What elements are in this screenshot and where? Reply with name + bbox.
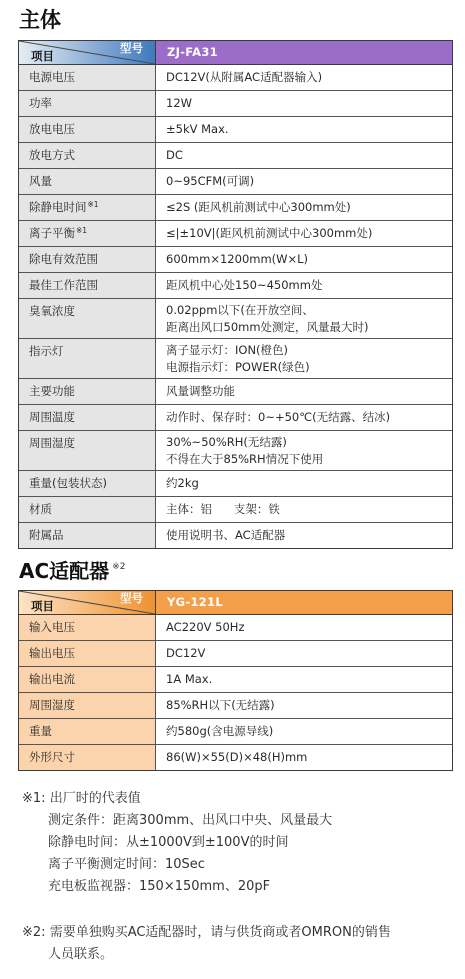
footnote-item: [22, 922, 452, 966]
spec-row: [19, 497, 452, 523]
spec-label: 重量: [29, 724, 52, 738]
spec-row: [19, 143, 452, 169]
spec-label: 输出电流: [29, 672, 75, 686]
spec-value: 86(W)×55(D)×48(H)mm: [166, 750, 308, 764]
spec-row: [19, 615, 452, 641]
spec-value-cell: [156, 523, 452, 548]
spec-value-cell: [156, 471, 452, 496]
spec-value: 距风机中心处150~450mm处: [166, 278, 323, 292]
footnote-detail: 离子平衡测定时间：10Sec: [48, 857, 205, 872]
spec-value: 600mm×1200mm(W×L): [166, 252, 309, 266]
spec-label: 重量(包装状态): [29, 476, 107, 490]
spec-value: ±5kV Max.: [166, 122, 229, 136]
spec-label: 输入电压: [29, 620, 75, 634]
spec-label: 最佳工作范围: [29, 278, 98, 292]
spec-label: 放电电压: [29, 122, 75, 136]
spec-value-cell: [156, 221, 452, 246]
spec-row: [19, 91, 452, 117]
table-body: [19, 615, 452, 770]
spec-value: 约2kg: [166, 476, 199, 490]
spec-value-cell: [156, 117, 452, 142]
spec-value: DC12V: [166, 646, 206, 660]
footnote-mark: ※1: [87, 200, 99, 209]
spec-value: DC: [166, 148, 183, 162]
spec-value: 动作时、保存时：0~+50℃(无结露、结冰): [166, 410, 391, 424]
spec-row: [19, 299, 452, 339]
spec-value: 离子显示灯：ION(橙色): [166, 343, 289, 357]
spec-row: [19, 247, 452, 273]
spec-label: 除电有效范围: [29, 252, 98, 266]
spec-row: [19, 405, 452, 431]
spec-row: [19, 273, 452, 299]
spec-value: 使用说明书、AC适配器: [166, 528, 286, 542]
spec-label: 指示灯: [29, 344, 64, 358]
spec-value: ≤|±10V|(距风机前测试中心300mm处): [166, 226, 373, 240]
spec-value-cell: [156, 273, 452, 298]
header-item-label: 项目: [31, 49, 54, 63]
spec-label: 材质: [29, 502, 52, 516]
spec-value-cell: [156, 339, 452, 378]
spec-label-cell: [19, 195, 156, 220]
spec-label-cell: [19, 339, 156, 378]
table-header-row: [19, 591, 452, 615]
spec-row: [19, 471, 452, 497]
spec-value: 距离出风口50mm处测定，风量最大时): [166, 320, 369, 334]
spec-label-cell: [19, 221, 156, 246]
spec-value-cell: [156, 405, 452, 430]
spec-value-cell: [156, 169, 452, 194]
spec-value-cell: [156, 299, 452, 338]
footnotes: [22, 788, 452, 966]
spec-label: 周围湿度: [29, 436, 75, 450]
spec-row: [19, 523, 452, 548]
spec-label-cell: [19, 117, 156, 142]
spec-label-cell: [19, 497, 156, 522]
spec-label-cell: [19, 667, 156, 692]
spec-value: AC220V 50Hz: [166, 620, 245, 634]
adapter-title-text: AC适配器: [19, 559, 110, 583]
header-corner-cell: [19, 591, 156, 614]
spec-row: [19, 641, 452, 667]
spec-value-cell: [156, 247, 452, 272]
spec-value-cell: [156, 195, 452, 220]
spec-label: 输出电压: [29, 646, 75, 660]
footnote-item: [22, 788, 452, 898]
spec-label: 电源电压: [29, 70, 75, 84]
spec-value: 30%~50%RH(无结露): [166, 435, 287, 449]
spec-value-cell: [156, 497, 452, 522]
spec-label-cell: [19, 745, 156, 770]
main-spec-table: [18, 40, 453, 549]
spec-value-cell: [156, 641, 452, 666]
spec-label: 除静电时间: [29, 200, 87, 214]
footnote-detail: 充电板监视器：150×150mm、20pF: [48, 879, 271, 894]
spec-label: 离子平衡: [29, 226, 75, 240]
spec-row: [19, 117, 452, 143]
spec-label-cell: [19, 523, 156, 548]
footnote-heading: [22, 788, 452, 810]
footnote-text: 需要单独购买AC适配器时，请与供货商或者OMRON的销售: [49, 925, 391, 940]
main-section-title: 主体: [19, 8, 61, 32]
spec-label: 放电方式: [29, 148, 75, 162]
spec-value-cell: [156, 693, 452, 718]
spec-label-cell: [19, 143, 156, 168]
spec-row: [19, 169, 452, 195]
spec-row: [19, 431, 452, 471]
spec-value-cell: [156, 431, 452, 470]
header-model-label: 型号: [120, 41, 143, 55]
spec-value-cell: [156, 143, 452, 168]
spec-row: [19, 65, 452, 91]
spec-value: 1A Max.: [166, 672, 213, 686]
spec-value: DC12V(从附属AC适配器输入): [166, 70, 323, 84]
spec-value-cell: [156, 667, 452, 692]
spec-label-cell: [19, 65, 156, 90]
spec-row: [19, 339, 452, 379]
adapter-section-title: [19, 558, 125, 584]
footnote-detail: 除静电时间：从±1000V到±100V的时间: [48, 835, 289, 850]
spec-row: [19, 693, 452, 719]
spec-label-cell: [19, 91, 156, 116]
spec-row: [19, 379, 452, 405]
spec-value: ≤2S (距风机前测试中心300mm处): [166, 200, 351, 214]
spec-value-cell: [156, 745, 452, 770]
spec-row: [19, 745, 452, 770]
spec-label: 臭氧浓度: [29, 304, 75, 318]
spec-value: 主体：铝 支架：铁: [166, 502, 280, 516]
spec-value: 0.02ppm以下(在开放空间、: [166, 303, 314, 317]
header-model-label: 型号: [120, 591, 143, 605]
table-header-row: [19, 41, 452, 65]
spec-value-cell: [156, 615, 452, 640]
spec-value: 85%RH以下(无结露): [166, 698, 275, 712]
spec-label: 周围温度: [29, 410, 75, 424]
spec-label-cell: [19, 379, 156, 404]
footnote-detail: 人员联系。: [48, 947, 114, 962]
table-body: [19, 65, 452, 548]
footnote-heading: [22, 922, 452, 944]
spec-value: 风量调整功能: [166, 384, 235, 398]
footnote-mark: ※1:: [22, 791, 46, 806]
spec-label: 主要功能: [29, 384, 75, 398]
spec-label-cell: [19, 615, 156, 640]
spec-label-cell: [19, 693, 156, 718]
adapter-spec-table: [18, 590, 453, 771]
header-model-value: ZJ-FA31: [156, 41, 452, 64]
spec-row: [19, 719, 452, 745]
spec-label: 功率: [29, 96, 52, 110]
footnote-mark: ※2: [112, 562, 126, 572]
spec-value-cell: [156, 379, 452, 404]
header-corner-cell: [19, 41, 156, 64]
spec-label-cell: [19, 273, 156, 298]
spec-row: [19, 221, 452, 247]
spec-value: 不得在大于85%RH情况下使用: [166, 452, 324, 466]
header-item-label: 项目: [31, 599, 54, 613]
spec-value-cell: [156, 65, 452, 90]
spec-label-cell: [19, 431, 156, 470]
footnote-mark: ※1: [76, 226, 88, 235]
footnote-detail: 测定条件：距离300mm、出风口中央、风量最大: [48, 813, 333, 828]
spec-label-cell: [19, 719, 156, 744]
spec-label-cell: [19, 405, 156, 430]
spec-label-cell: [19, 641, 156, 666]
spec-label: 附属品: [29, 528, 64, 542]
spec-value-cell: [156, 719, 452, 744]
spec-value: 12W: [166, 96, 193, 110]
spec-row: [19, 195, 452, 221]
spec-label-cell: [19, 299, 156, 338]
footnote-text: 出厂时的代表值: [49, 791, 141, 806]
spec-label-cell: [19, 169, 156, 194]
spec-value: 电源指示灯：POWER(绿色): [166, 360, 310, 374]
spec-label-cell: [19, 471, 156, 496]
spec-label: 风量: [29, 174, 52, 188]
spec-label: 周围湿度: [29, 698, 75, 712]
spec-label: 外形尺寸: [29, 750, 75, 764]
spec-value-cell: [156, 91, 452, 116]
spec-value: 约580g(含电源导线): [166, 724, 274, 738]
header-model-value: YG-121L: [156, 591, 452, 614]
spec-value: 0~95CFM(可调): [166, 174, 255, 188]
spec-row: [19, 667, 452, 693]
spec-label-cell: [19, 247, 156, 272]
footnote-mark: ※2:: [22, 925, 46, 940]
